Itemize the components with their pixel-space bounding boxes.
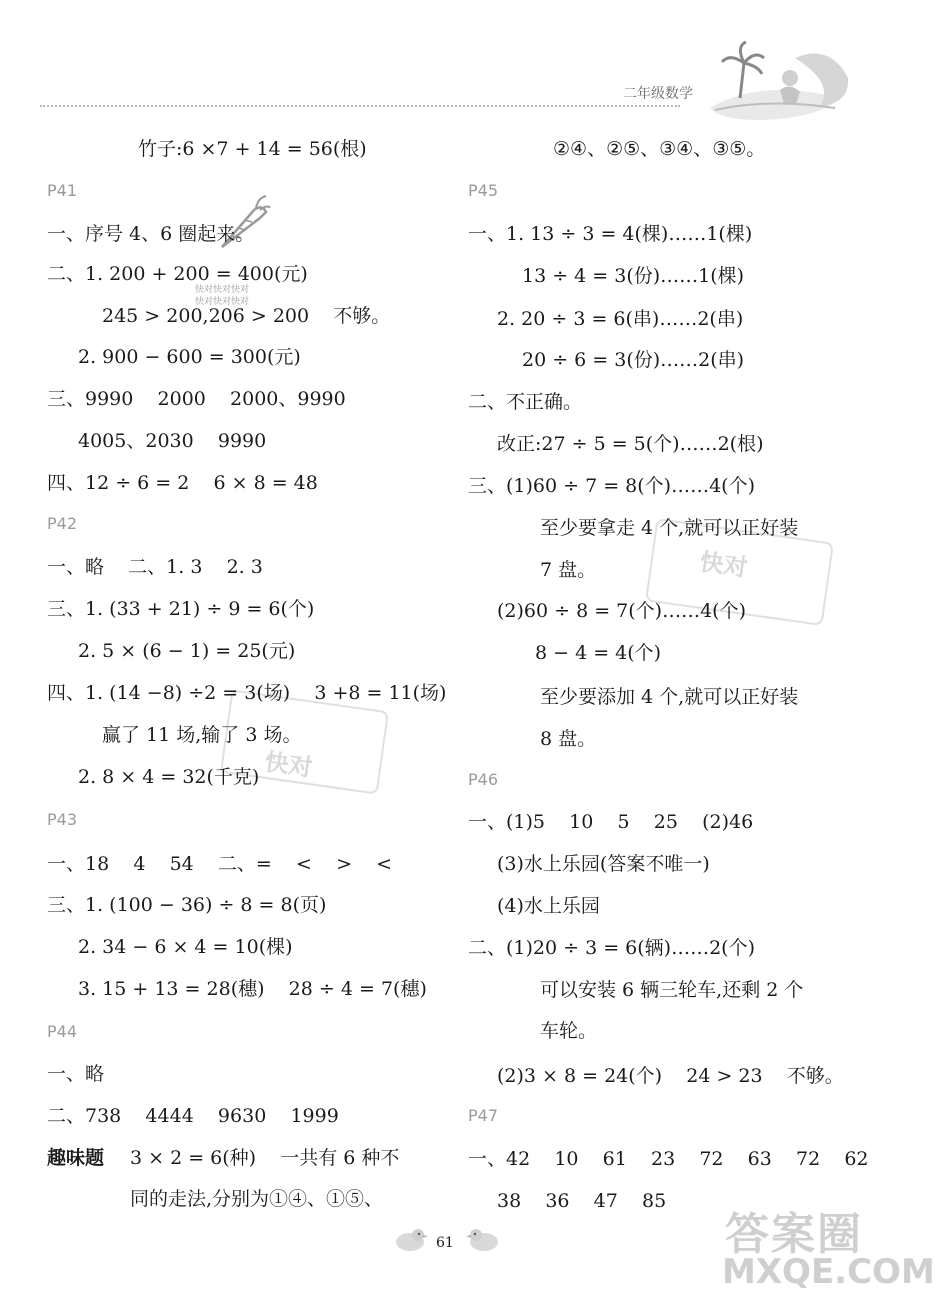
- right-line-22: 一、42 10 61 23 72 63 72 62: [468, 1148, 869, 1170]
- right-line-16: (3)水上乐园(答案不唯一): [497, 853, 710, 875]
- left-line-8: 四、12 ÷ 6 = 2 6 × 8 = 48: [47, 472, 318, 494]
- site-watermark-logo: 答案圈: [725, 1209, 863, 1260]
- right-line-20: 车轮。: [540, 1020, 598, 1042]
- left-line-2: 一、序号 4、6 圈起来。: [47, 223, 255, 245]
- section-p46: P46: [468, 770, 499, 789]
- right-line-8: 三、(1)60 ÷ 7 = 8(个)……4(个): [468, 475, 756, 497]
- kuaidui-stamp-subtext-2: 快对快对快对: [195, 297, 250, 307]
- kuaidui-stamp-text-left: 快对: [262, 747, 315, 783]
- left-line-10: 三、1. (33 + 21) ÷ 9 = 6(个): [47, 598, 315, 620]
- right-line-23: 38 36 47 85: [497, 1190, 667, 1212]
- left-line-18: 3. 15 + 13 = 28(穗) 28 ÷ 4 = 7(穗): [78, 978, 427, 1000]
- left-line-11: 2. 5 × (6 − 1) = 25(元): [78, 640, 296, 662]
- header-divider: [40, 105, 680, 107]
- right-line-4: 2. 20 ÷ 3 = 6(串)……2(串): [497, 308, 744, 330]
- island-logo-icon: [700, 38, 850, 128]
- section-p47: P47: [468, 1106, 499, 1125]
- right-line-6: 二、不正确。: [468, 391, 583, 413]
- kuaidui-stamp-subtext-1: 快对快对快对: [195, 285, 250, 295]
- right-line-19: 可以安装 6 辆三轮车,还剩 2 个: [540, 979, 804, 1001]
- right-line-7: 改正:27 ÷ 5 = 5(个)……2(根): [497, 433, 764, 455]
- site-watermark-url: MXQE.COM: [722, 1252, 935, 1292]
- left-line-17: 2. 34 − 6 × 4 = 10(棵): [78, 936, 293, 958]
- page-number: 61: [436, 1235, 454, 1251]
- right-line-12: 8 − 4 = 4(个): [535, 642, 662, 664]
- section-p42: P42: [47, 514, 78, 533]
- left-line-22: 同的走法,分别为①④、①⑤、: [130, 1188, 384, 1210]
- right-line-21: (2)3 × 8 = 24(个) 24 > 23 不够。: [497, 1065, 844, 1087]
- left-line-9: 一、略 二、1. 3 2. 3: [47, 556, 263, 578]
- bird-icon-left: [392, 1225, 428, 1253]
- left-line-14: 2. 8 × 4 = 32(千克): [78, 766, 260, 788]
- right-line-14: 8 盘。: [540, 728, 597, 750]
- left-line-1: 竹子:6 ×7 + 14 = 56(根): [138, 138, 367, 160]
- right-line-17: (4)水上乐园: [497, 895, 600, 917]
- right-line-9: 至少要拿走 4 个,就可以正好装: [540, 517, 799, 539]
- left-line-6: 三、9990 2000 2000、9990: [47, 388, 346, 410]
- right-line-13: 至少要添加 4 个,就可以正好装: [540, 686, 799, 708]
- right-line-11: (2)60 ÷ 8 = 7(个)……4(个): [497, 600, 747, 622]
- section-p45: P45: [468, 181, 499, 200]
- right-line-18: 二、(1)20 ÷ 3 = 6(辆)……2(个): [468, 937, 756, 959]
- kuaidui-stamp-text-right: 快对: [697, 547, 750, 583]
- section-p41: P41: [47, 181, 78, 200]
- section-p44: P44: [47, 1022, 78, 1041]
- left-line-19: 一、略: [47, 1063, 105, 1085]
- left-line-21: 3 × 2 = 6(种) 一共有 6 种不: [130, 1147, 400, 1169]
- left-line-12: 四、1. (14 −8) ÷2 = 3(场) 3 +8 = 11(场): [47, 682, 447, 704]
- grade-label: 二年级数学: [623, 86, 693, 102]
- left-line-15: 一、18 4 54 二、= < > <: [47, 853, 393, 875]
- left-line-5: 2. 900 − 600 = 300(元): [78, 346, 301, 368]
- left-line-7: 4005、2030 9990: [78, 430, 267, 452]
- right-line-3: 13 ÷ 4 = 3(份)……1(棵): [522, 265, 745, 287]
- fun-question-label: 趣味题: [47, 1147, 105, 1169]
- section-p43: P43: [47, 810, 78, 829]
- left-line-3: 二、1. 200 + 200 = 400(元): [47, 263, 308, 285]
- left-line-4: 245 > 200,206 > 200 不够。: [102, 305, 391, 327]
- right-line-2: 一、1. 13 ÷ 3 = 4(棵)……1(棵): [468, 223, 753, 245]
- right-line-15: 一、(1)5 10 5 25 (2)46: [468, 811, 754, 833]
- right-line-1: ②④、②⑤、③④、③⑤。: [553, 138, 766, 160]
- bird-icon-right: [466, 1225, 502, 1253]
- right-line-10: 7 盘。: [540, 559, 597, 581]
- left-line-20: 二、738 4444 9630 1999: [47, 1105, 339, 1127]
- left-line-13: 赢了 11 场,输了 3 场。: [102, 724, 302, 746]
- right-line-5: 20 ÷ 6 = 3(份)……2(串): [522, 349, 745, 371]
- left-line-16: 三、1. (100 − 36) ÷ 8 = 8(页): [47, 894, 327, 916]
